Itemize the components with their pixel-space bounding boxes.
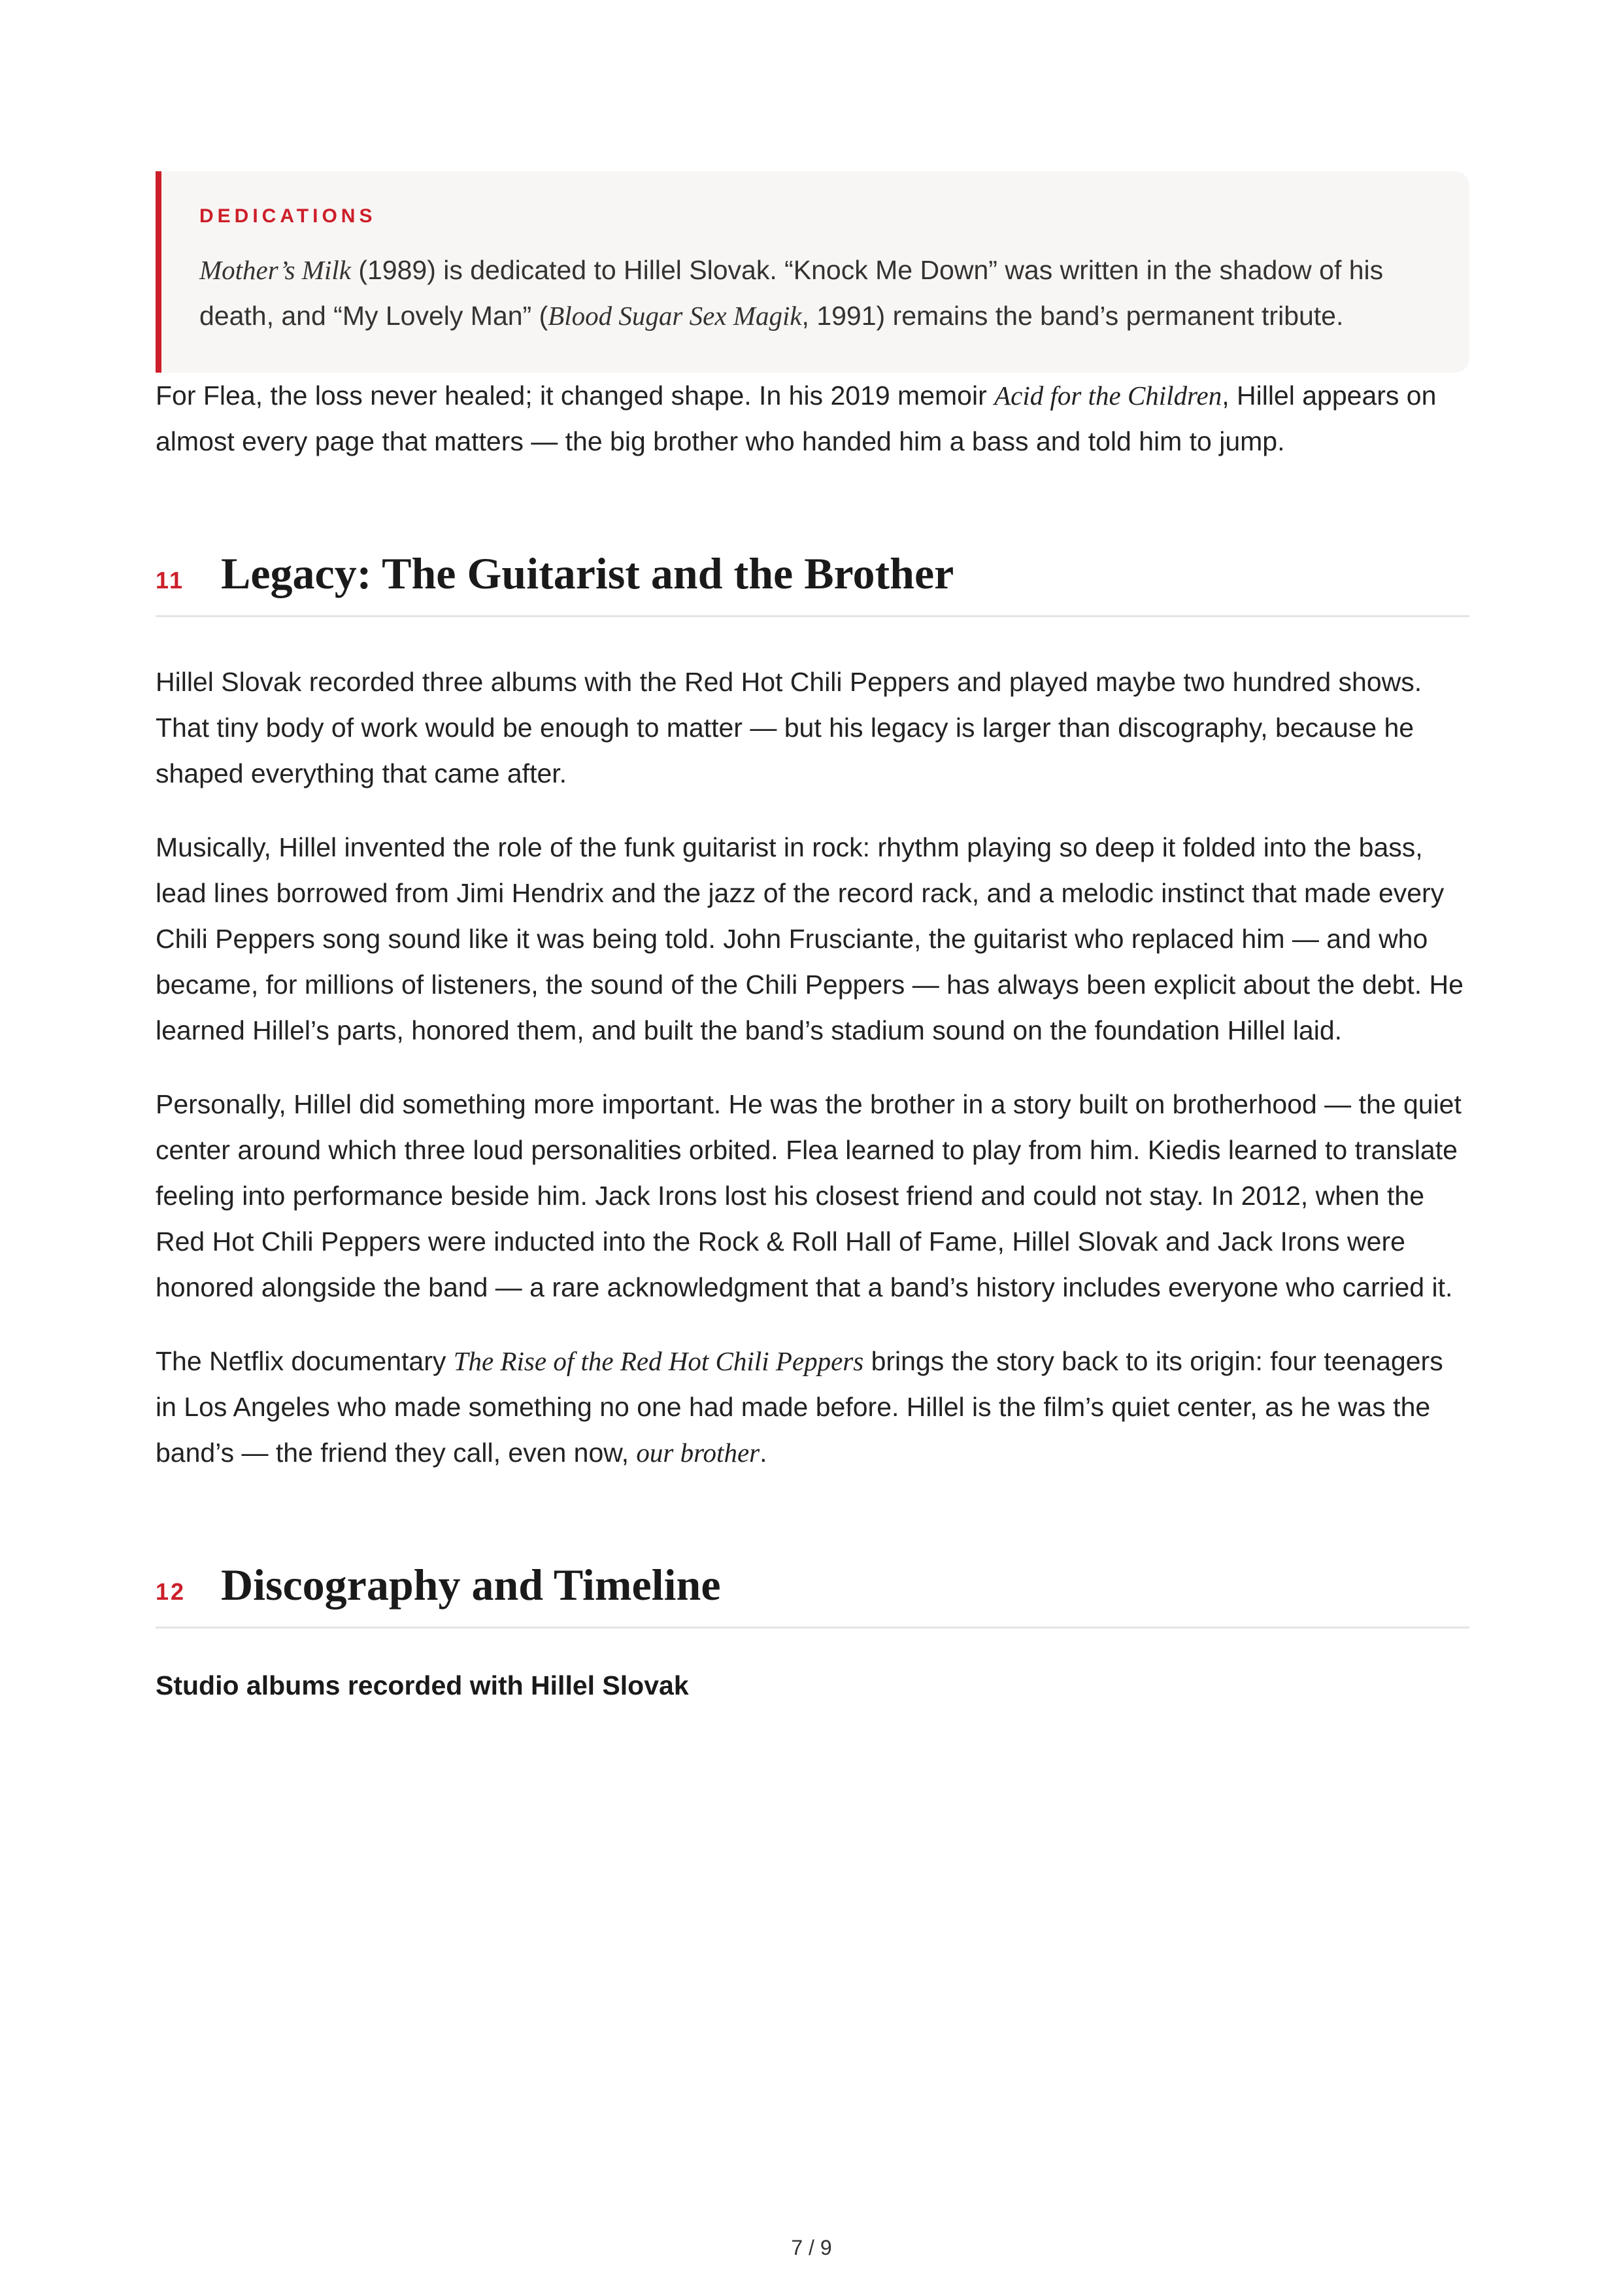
section-title: Legacy: The Guitarist and the Brother	[221, 549, 954, 598]
section-number: 11	[156, 567, 185, 594]
paragraph-text-part: .	[760, 1438, 767, 1468]
dedications-callout	[156, 171, 1469, 373]
legacy-paragraph-3: Personally, Hillel did something more important. He was the brother in a story built on brotherhood — the quiet center around which three loud personalities orbited. Flea learned to play from him. Kiedis learned to translate feeling into performance beside him. Jack Irons lost his closest friend and could not stay. In 2012, when the Red Hot Chili Peppers were inducted into the Rock & Roll Hall of Fame, Hillel Slovak and Jack Irons were honored alongside the band — a rare acknowledgment that a band’s history includes everyone who carried it.	[156, 1089, 1462, 1302]
legacy-paragraph-4	[156, 1338, 1469, 1476]
section-title: Discography and Timeline	[221, 1560, 721, 1610]
callout-text-part: , 1991) remains the band’s permanent tribute.	[801, 301, 1344, 331]
paragraph-text-part: The Netflix documentary	[156, 1346, 454, 1376]
legacy-paragraph-2: Musically, Hillel invented the role of the funk guitarist in rock: rhythm playing so deep it folded into the bass, lead lines borrowed from Jimi Hendrix and the jazz of the record rack, and a melodic instinct that made every Chili Peppers song sound like it was being told. John Frusciante, the guitarist who replaced him — and who became, for millions of listeners, the sound of the Chili Peppers — has always been explicit about the debt. He learned Hillel’s parts, honored them, and built the band’s stadium sound on the foundation Hillel laid.	[156, 832, 1464, 1045]
page-number: 7 / 9	[791, 2236, 832, 2259]
section-heading-12	[156, 1559, 1469, 1629]
intro-text-part: , Hillel appears on almost every page that matters — the big brother who handed him a bass and told him to jump.	[156, 380, 1437, 456]
intro-text-part: For Flea, the loss never healed; it changed shape. In his 2019 memoir	[156, 380, 995, 411]
section-number: 12	[156, 1578, 186, 1605]
album-title-blood-sugar: Blood Sugar Sex Magik	[548, 301, 802, 331]
callout-text-part: (1989) is dedicated to Hillel Slovak. “Knock Me Down” was written in the shadow of his death, and “My Lovely Man” (	[199, 255, 1384, 331]
legacy-paragraph-1: Hillel Slovak recorded three albums with the Red Hot Chili Peppers and played maybe two hundred shows. That tiny body of work would be enough to matter — but his legacy is larger than discography, because he shaped everything that came after.	[156, 667, 1422, 788]
documentary-title: The Rise of the Red Hot Chili Peppers	[453, 1346, 864, 1376]
paragraph-text-part: brings the story back to its origin: four teenagers in Los Angeles who made something no one had made before. Hillel is the film’s quiet center, as he was the band’s — the friend they call, even now,	[156, 1346, 1443, 1468]
emphasis-our-brother: our brother	[636, 1438, 760, 1468]
studio-albums-subheading: Studio albums recorded with Hillel Slovak	[156, 1670, 689, 1700]
section-heading-11	[156, 548, 1469, 617]
callout-label: DEDICATIONS	[199, 205, 376, 227]
document-page	[156, 171, 1469, 1701]
callout-text	[199, 247, 1430, 339]
intro-paragraph	[156, 373, 1469, 464]
album-title-mothers-milk: Mother’s Milk	[199, 255, 351, 285]
memoir-title: Acid for the Children	[994, 380, 1222, 411]
